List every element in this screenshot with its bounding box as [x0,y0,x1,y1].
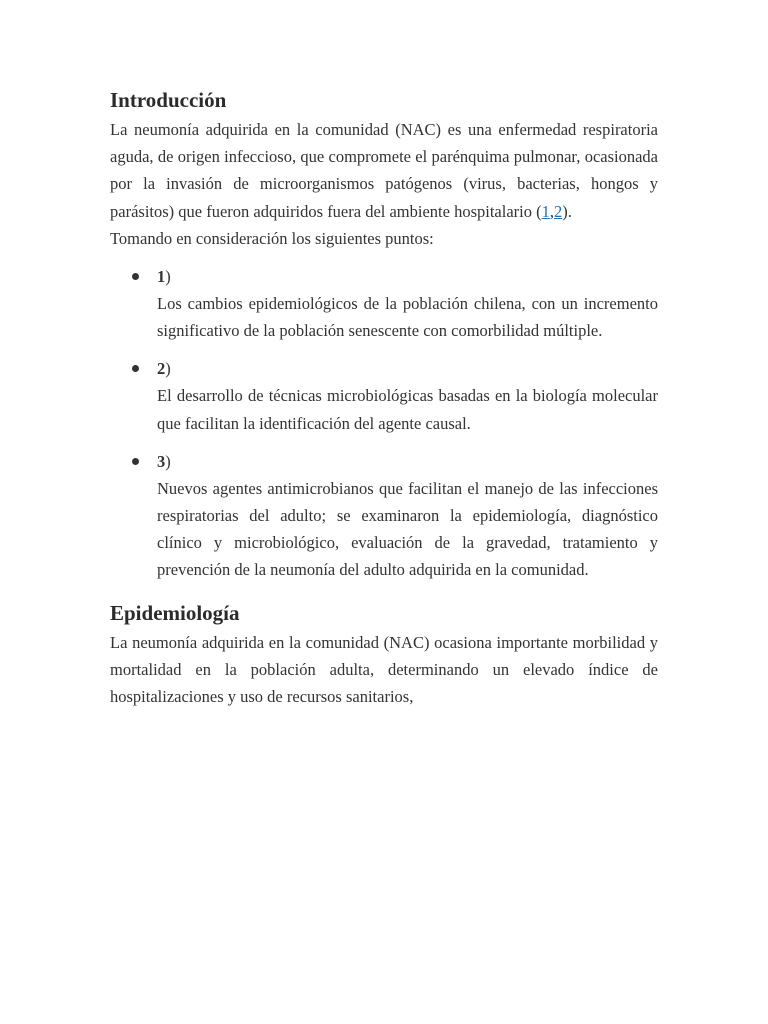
list-item [110,448,658,584]
point-text: Nuevos agentes antimicrobianos que facilitan el manejo de las infecciones respiratorias del adulto; se examinaron la epidemiología, diagnóstico clínico y microbiológico, evaluación de la gravedad, tratamiento y prevención de la neumonía del adulto adquirida en la comunidad. [157,478,658,580]
point-paren: ) [165,451,171,471]
intro-paragraph-text: La neumonía adquirida en la comunidad (NAC) es una enfermedad respiratoria aguda, de origen infeccioso, que compromete el parénquima pulmonar, ocasionada por la invasión de microorganismos patógenos (virus, bacterias, hongos y parásitos) que fueron adquiridos fuera del ambiente hospitalario ( [110,120,658,221]
list-item [110,355,658,436]
point-heading [157,355,658,382]
reference-link-1[interactable]: 1 [541,201,550,221]
point-heading [157,448,658,475]
intro-paragraph [110,116,658,225]
point-text: Los cambios epidemiológicos de la población chilena, con un incremento significativo de la población senescente con comorbilidad múltiple. [157,294,658,341]
list-item [110,263,658,344]
point-number: 2 [157,359,166,379]
section-title-introduccion: Introducción [110,88,227,112]
bullet-icon [132,458,139,465]
section-title-epidemiologia: Epidemiología [110,600,240,625]
reference-separator: , [549,201,554,221]
points-list [110,263,658,584]
point-paren: ) [165,267,171,287]
epidemiology-paragraph: La neumonía adquirida en la comunidad (NAC) ocasiona importante morbilidad y mortalidad en la población adulta, determinando un elevado índice de hospitalizaciones y uso de recursos sanitarios, [110,632,658,707]
bullet-icon [132,365,139,372]
reference-link-2[interactable]: 2 [553,201,563,221]
intro-paragraph-end: ). [562,201,572,221]
bullet-icon [132,273,139,280]
point-text: El desarrollo de técnicas microbiológicas basadas en la biología molecular que facilitan la identificación del agente causal. [157,386,658,433]
point-number: 1 [157,267,166,287]
point-paren: ) [165,359,171,379]
point-heading [157,263,658,290]
points-lead: Tomando en consideración los siguientes puntos: [110,228,434,248]
point-number: 3 [157,451,166,471]
